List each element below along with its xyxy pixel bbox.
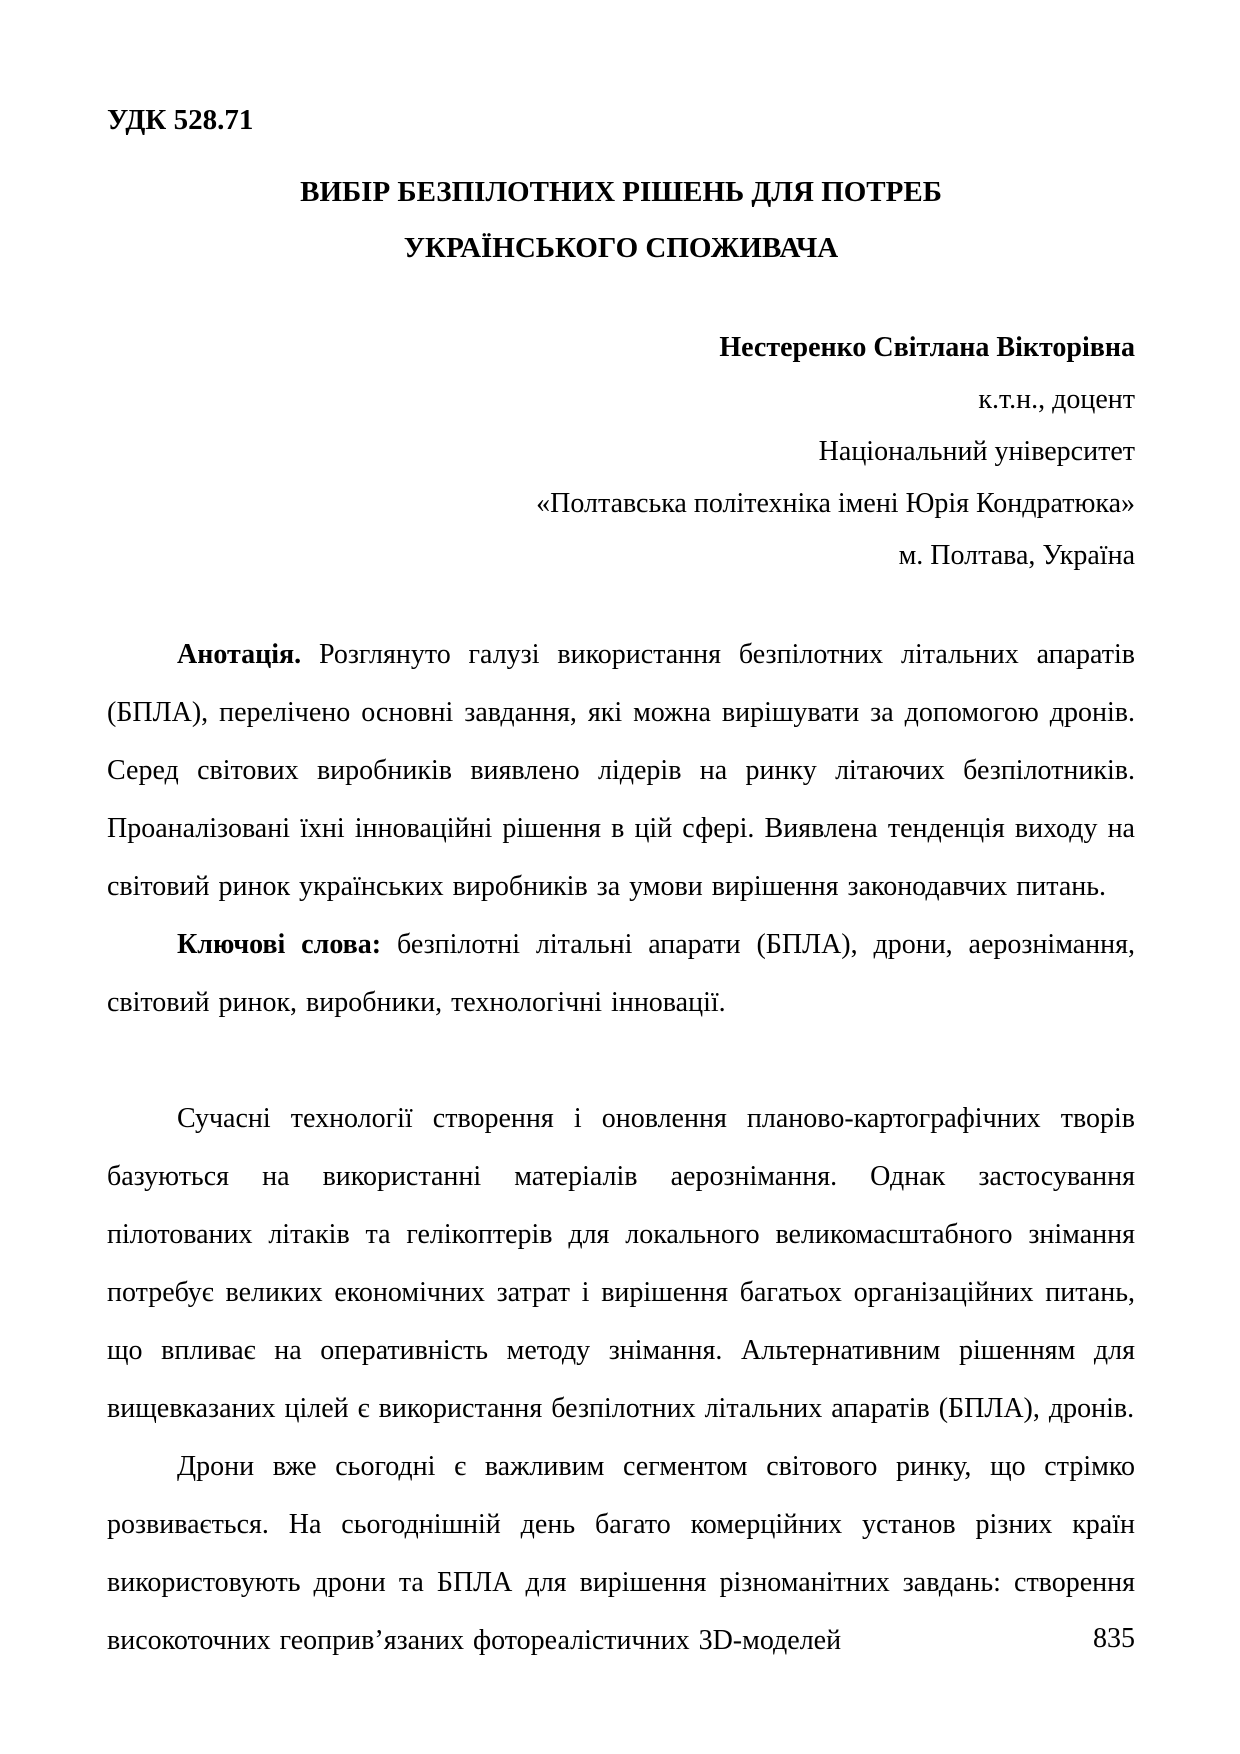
author-name: Нестеренко Світлана Вікторівна [719,332,1135,363]
abstract-label: Анотація. [177,639,302,670]
author-degree: к.т.н., доцент [978,384,1135,415]
author-affiliation-quoted: «Полтавська політехніка імені Юрія Кондратюка» [536,488,1135,519]
keywords-label: Ключові слова: [177,929,382,960]
body-paragraph-1: Сучасні технології створення і оновлення планово-картографічних творів базуються на використанні матеріалів аерознімання. Однак застосування пілотованих літаків та гелікоптерів для локального великомасштабного знімання потребує великих економічних затрат і вирішення багатьох організаційних питань, що впливає на оперативність методу знімання. Альтернативним рішенням для вищевказаних цілей є використання безпілотних літальних апаратів (БПЛА), дронів. [107,1103,1135,1424]
article-title-line-1: ВИБІР БЕЗПІЛОТНИХ РІШЕНЬ ДЛЯ ПОТРЕБ [300,176,942,208]
page-number: 835 [1093,1623,1135,1654]
author-affiliation: Національний університет [818,436,1135,467]
keywords-text: безпілотні літальні апарати (БПЛА), дрони, аерознімання, світовий ринок, виробники, технологічні інновації. [107,929,1136,1018]
article-title [107,164,1135,276]
abstract-text: Розглянуто галузі використання безпілотних літальних апаратів (БПЛА), перелічено основні завдання, які можна вирішувати за допомогою дронів. Серед світових виробників виявлено лідерів на ринку літаючих безпілотників. Проаналізовані їхні інноваційні рішення в цій сфері. Виявлена тенденція виходу на світовий ринок українських виробників за умови вирішення законодавчих питань. [107,639,1135,902]
paragraph-spacer [107,1032,1135,1090]
body-paragraph-2: Дрони вже сьогодні є важливим сегментом світового ринку, що стрімко розвивається. На сьогоднішній день багато комерційних установ різних країн використовують дрони та БПЛА для вирішення різноманітних завдань: створення високоточних геоприв’язаних фотореалістичних 3D-моделей [107,1451,1135,1656]
article-title-line-2: УКРАЇНСЬКОГО СПОЖИВАЧА [403,232,839,264]
udc-code: УДК 528.71 [107,104,254,136]
author-block [107,322,1135,582]
abstract-paragraph [107,626,1135,916]
author-location: м. Полтава, Україна [898,540,1135,571]
keywords-paragraph [107,916,1135,1032]
